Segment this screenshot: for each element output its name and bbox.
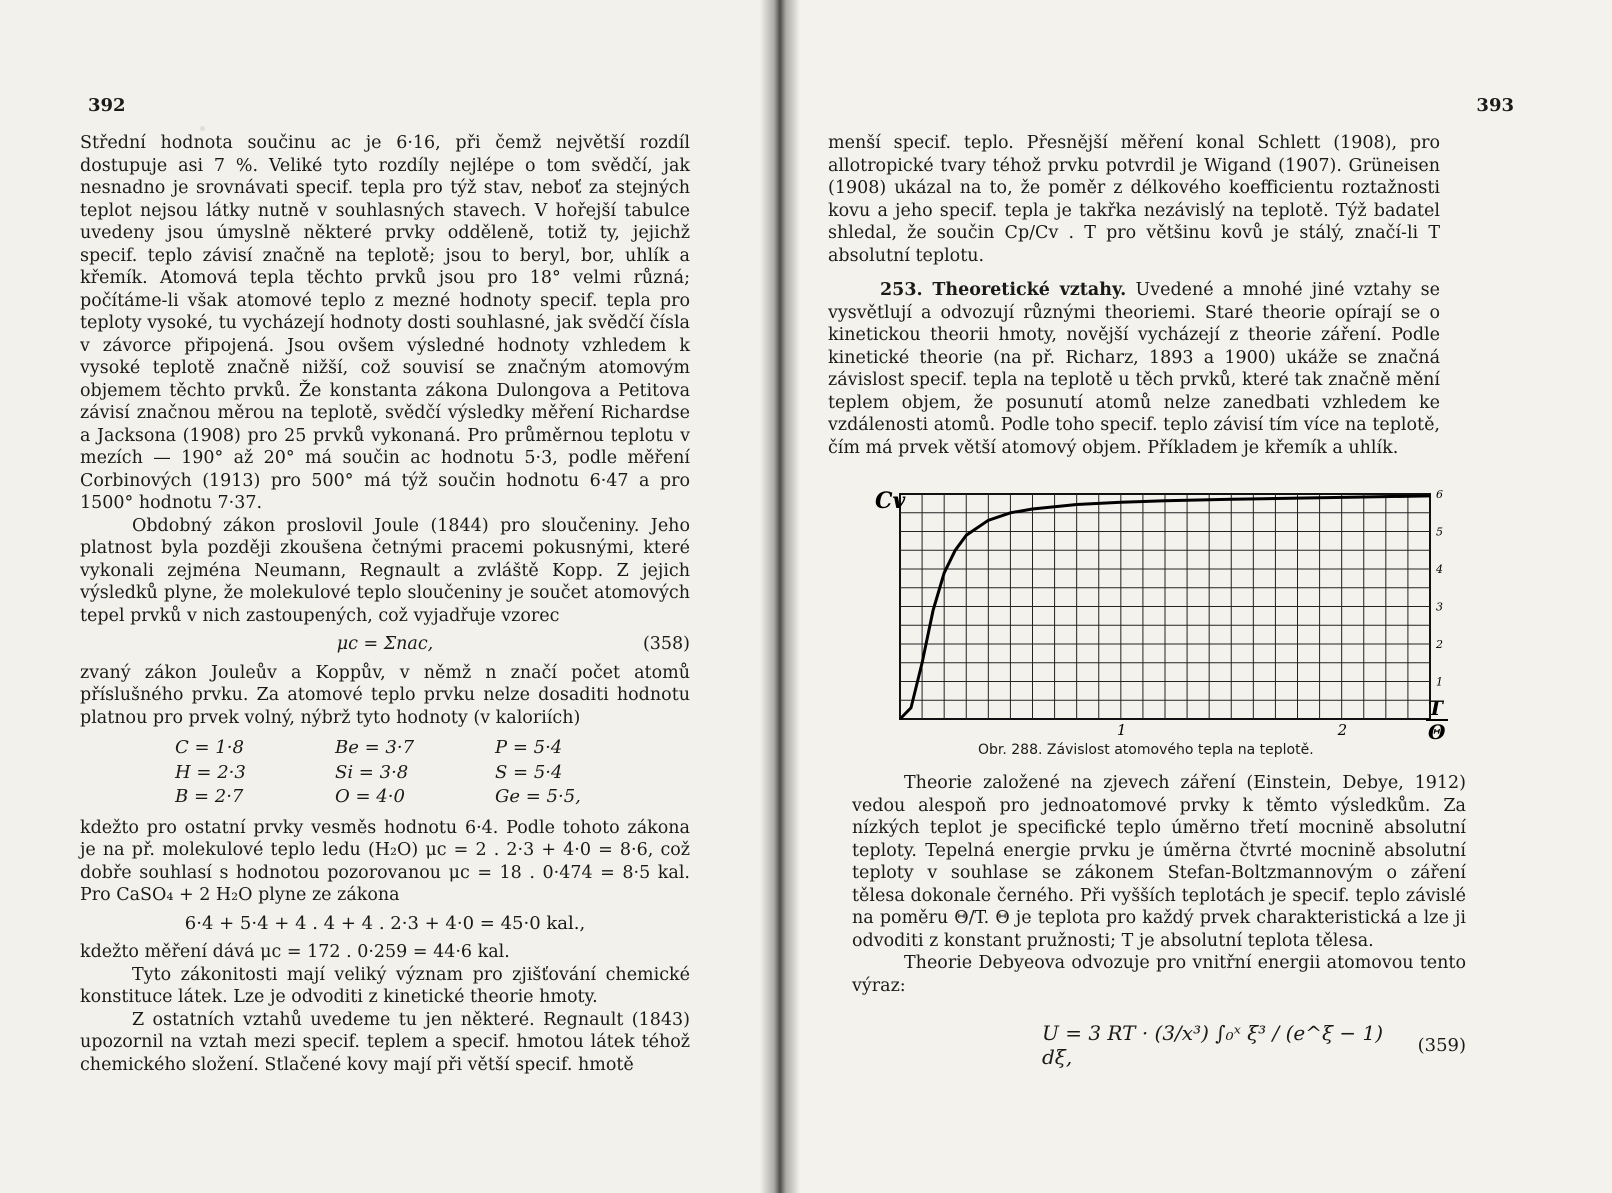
page-number-left: 392 [88, 95, 126, 116]
y-axis-label: Cv [875, 488, 906, 514]
left-page-body [80, 132, 690, 1076]
formula-359-number: (359) [1417, 1034, 1466, 1056]
paragraph-measurement: kdežto měření dává μc = 172 . 0·259 = 44·6 kal. [80, 942, 510, 962]
value-p: P = 5·4 [495, 737, 563, 758]
value-h: H = 2·3 [175, 761, 246, 783]
section-253 [828, 279, 1440, 459]
chart-labels [875, 488, 1448, 744]
value-o: O = 4·0 [335, 786, 405, 807]
x-axis-label-top: T [1428, 696, 1443, 720]
formula-359-expression: U = 3 RT · (3/x³) ∫₀ˣ ξ³ / (e^ξ − 1) dξ, [1042, 1021, 1384, 1069]
y-tick-label: 3 [1436, 600, 1443, 614]
paragraph-radiation-theories: Theorie založené na zjevech záření (Einstein, Debye, 1912) vedou alespoň pro jednoatomové prvky k těmto výsledkům. Za nízkých teplot je specifické teplo úměrno třetí mocnině absolutní teploty. Tepelná energie prvku je úměrna čtvrté mocnině absolutní teploty v souhlase se zákonem Stefan-Boltzmannovým o záření tělesa dokonale černého. Při vyšších teplotách je specif. teplo závislé na poměru Θ/T. Θ je teplota pro každý prvek charakteristická a lze ji odvoditi z konstant pružnosti; T je absolutní teplota tělesa. [852, 773, 1466, 951]
paragraph-debye: Theorie Debyeova odvozuje pro vnitřní energii atomovou tento výraz: [852, 953, 1466, 996]
value-b: B = 2·7 [175, 786, 244, 807]
value-ge: Ge = 5·5, [495, 786, 581, 807]
y-tick-label: 5 [1436, 525, 1443, 539]
atomic-heat-values [175, 737, 690, 809]
x-tick-label: 1 [1116, 721, 1127, 739]
right-page-bottom-body [852, 772, 1466, 997]
paragraph-joule-law: Obdobný zákon proslovil Joule (1844) pro sloučeniny. Jeho platnost byla později zkoušena četnými pracemi pokusnými, které vykonali zejména Neumann, Regnault a zvláště Kopp. Z jejich výsledků plyne, že molekulové teplo sloučeniny je součet atomových tepel prvků v nich zastoupených, což vyjadřuje vzorec [80, 515, 690, 626]
x-tick-label: 2 [1337, 721, 1348, 739]
y-tick-label: 6 [1436, 488, 1443, 501]
x-axis-label-bottom: Θ [1428, 720, 1446, 744]
paragraph-regnault: Z ostatních vztahů uvedeme tu jen některé. Regnault (1843) upozornil na vztah mezi specif. teplem a specif. hmotou látek téhož chemického složení. Stlačené kovy mají při větší specif. hmotě [80, 1009, 690, 1075]
value-si: Si = 3·8 [335, 761, 409, 783]
page-number-right: 393 [1476, 95, 1514, 116]
value-s: S = 5·4 [495, 761, 563, 783]
formula-359 [852, 1010, 1466, 1080]
formula-358 [80, 633, 690, 656]
section-253-text: Uvedené a mnohé jiné vztahy se vysvětlují a odvozují různými theoriemi. Staré theorie opírají se o kinetickou theorii hmoty, novější vycházejí z theorie záření. Podle kinetické theorie (na př. Richarz, 1893 a 1900) ukáže se značná závislost specif. tepla na teplotě u těch prvků, které tak značně mění teplem objem, že posunutí atomů nelze zanedbati vzhledem ke vzdálenosti atomů. Podle toho specif. teplo závisí tím více na teplotě, čím má prvek větší atomový objem. Příkladem je křemík a uhlík. [828, 280, 1440, 458]
book-spine [760, 0, 800, 1193]
equation-caso4: 6·4 + 5·4 + 4 . 4 + 4 . 2·3 + 4·0 = 45·0 kal., [184, 912, 586, 934]
y-tick-label: 1 [1436, 675, 1443, 689]
paragraph-joule-kopp: zvaný zákon Jouleův a Koppův, v němž n značí počet atomů příslušného prvku. Za atomové teplo prvku nelze dosaditi hodnotu platnou pro prvek volný, nýbrž tyto hodnoty (v kaloriích) [80, 662, 690, 728]
paragraph-mean-value: Střední hodnota součinu ac je 6·16, při čemž největší rozdíl dostupuje asi 7 %. Veliké tyto rozdíly nejlépe o tom svědčí, jak nesnadno je srovnávati specif. tepla pro týž stav, neboť za stejných teplot nejsou látky nutně v souhlasných stavech. V hořejší tabulce uvedeny jsou úmyslně některé prvky odděleně, totiž ty, jejichž specif. teplo závisí značně na teplotě; jsou to beryl, bor, uhlík a křemík. Atomová tepla těchto prvků jsou pro 18° velmi různá; počítáme-li však atomové teplo z mezné hodnoty specif. tepla pro teploty vysoké, tu vycházejí hodnoty dosti souhlasné, jak svědčí čísla v závorce připojená. Jsou ovšem výsledné hodnoty vzhledem k vysoké teplotě značně nižší, což souvisí se značným atomovým objemem těchto prvků. Že konstanta zákona Dulongova a Petitova závisí značnou měrou na teplotě, svědčí výsledky měření Richardse a Jacksona (1908) pro 25 prvků vykonaná. Pro průměrnou teplotu v mezích — 190° až 20° má součin ac hodnotu 5·3, podle měření Corbinových (1913) pro 500° má týž součin hodnotu 6·47 a pro 1500° hodnotu 7·37. [80, 133, 690, 513]
formula-358-expression: μc = Σnac, [336, 634, 434, 654]
y-tick-label: 2 [1436, 638, 1443, 651]
right-page [780, 0, 1612, 1193]
paragraph-other-elements: kdežto pro ostatní prvky vesměs hodnotu 6·4. Podle tohoto zákona je na př. molekulové teplo ledu (H₂O) μc = 2 . 2·3 + 4·0 = 8·6, což dobře souhlasí s hodnotou pozorovanou μc = 18 . 0·474 = 8·5 kal. Pro CaSO₄ + 2 H₂O plyne ze zákona [80, 817, 690, 905]
formula-358-number: (358) [642, 634, 690, 654]
y-tick-label: 4 [1436, 563, 1443, 576]
right-page-top-body [828, 132, 1440, 459]
value-be: Be = 3·7 [335, 737, 415, 758]
left-page [0, 0, 780, 1193]
value-c: C = 1·8 [175, 737, 244, 758]
section-253-title: 253. Theoretické vztahy. [880, 280, 1127, 300]
ink-dot [200, 126, 205, 131]
atomic-heat-chart [875, 484, 1455, 746]
paragraph-schlett: menší specif. teplo. Přesnější měření konal Schlett (1908), pro allotropické tvary téhož prvku potvrdil je Wigand (1907). Grüneisen (1908) ukázal na to, že poměr z délkového koefficientu roztažnosti kovu a jeho specif. tepla je takřka nezávislý na teplotě. Týž badatel shledal, že součin Cp/Cv . T pro většinu kovů je stálý, značí-li T absolutní teplotu. [828, 133, 1440, 266]
figure-caption: Obr. 288. Závislost atomového tepla na teplotě. [978, 742, 1314, 758]
chart-svg [875, 484, 1455, 746]
paragraph-regularities: Tyto zákonitosti mají veliký význam pro zjišťování chemické konstituce látek. Lze je odvoditi z kinetické theorie hmoty. [80, 964, 690, 1007]
